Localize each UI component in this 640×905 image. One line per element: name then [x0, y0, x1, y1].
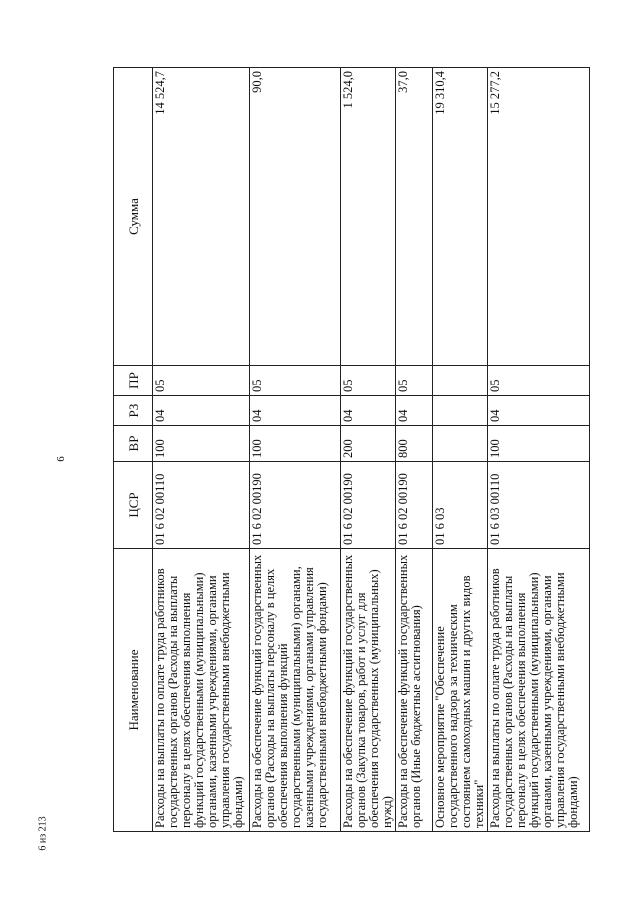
- cell-vr: 100: [488, 426, 590, 462]
- cell-csr: 01 6 02 00190: [250, 462, 341, 549]
- cell-pr: 05: [153, 366, 250, 396]
- table-row: [433, 68, 488, 832]
- cell-pr: [433, 366, 488, 396]
- table-row: [250, 68, 341, 832]
- table-row: [396, 68, 433, 832]
- cell-rz: 04: [153, 396, 250, 426]
- page-footer: 6 из 213: [37, 816, 49, 851]
- header-pr: ПР: [114, 366, 153, 396]
- rotated-page: [113, 68, 580, 832]
- cell-vr: 100: [250, 426, 341, 462]
- cell-name: Расходы на обеспечение функций государственных органов (Иные бюджетные ассигнования): [396, 549, 433, 832]
- cell-sum: 1 524,0: [341, 68, 396, 366]
- cell-csr: 01 6 02 00190: [396, 462, 433, 549]
- cell-vr: [433, 426, 488, 462]
- cell-pr: 05: [341, 366, 396, 396]
- header-name: Наименование: [114, 549, 153, 832]
- cell-vr: 100: [153, 426, 250, 462]
- cell-name: Расходы на обеспечение функций государственных органов (Расходы на выплаты персоналу в целях обеспечения выполнения функций государственными (муниципальными) органами, казенными учреждениями, органами управления государственными внебюджетными фондами): [250, 549, 341, 832]
- cell-rz: 04: [488, 396, 590, 426]
- header-sum: Сумма: [114, 68, 153, 366]
- cell-name: Расходы на выплаты по оплате труда работников государственных органов (Расходы на выплаты персоналу в целях обеспечения выполнения функций государственными (муниципальными) органами, казенными учреждениями, органами управления государственными внебюджетными фондами): [153, 549, 250, 832]
- cell-csr: 01 6 03: [433, 462, 488, 549]
- cell-rz: 04: [250, 396, 341, 426]
- cell-sum: 37,0: [396, 68, 433, 366]
- cell-sum: 19 310,4: [433, 68, 488, 366]
- budget-table: [113, 67, 590, 832]
- cell-rz: [433, 396, 488, 426]
- cell-rz: 04: [396, 396, 433, 426]
- cell-sum: 14 524,7: [153, 68, 250, 366]
- cell-name: Расходы на обеспечение функций государственных органов (Закупка товаров, работ и услуг для обеспечения государственных (муниципальных) нужд): [341, 549, 396, 832]
- cell-csr: 01 6 02 00110: [153, 462, 250, 549]
- cell-csr: 01 6 02 00190: [341, 462, 396, 549]
- cell-csr: 01 6 03 00110: [488, 462, 590, 549]
- cell-rz: 04: [341, 396, 396, 426]
- cell-vr: 200: [341, 426, 396, 462]
- page-number: 6: [55, 456, 67, 462]
- table-row: [488, 68, 590, 832]
- table-row: [153, 68, 250, 832]
- header-csr: ЦСР: [114, 462, 153, 549]
- cell-pr: 05: [250, 366, 341, 396]
- cell-pr: 05: [488, 366, 590, 396]
- cell-sum: 15 277,2: [488, 68, 590, 366]
- cell-sum: 90,0: [250, 68, 341, 366]
- table-row: [341, 68, 396, 832]
- cell-vr: 800: [396, 426, 433, 462]
- header-vr: ВР: [114, 426, 153, 462]
- header-rz: РЗ: [114, 396, 153, 426]
- table-header-row: [114, 68, 153, 832]
- cell-pr: 05: [396, 366, 433, 396]
- cell-name: Расходы на выплаты по оплате труда работников государственных органов (Расходы на выплаты персоналу в целях обеспечения выполнения функций государственными (муниципальными) органами, казенными учреждениями, органами управления государственными внебюджетными фондами): [488, 549, 590, 832]
- cell-name: Основное мероприятие "Обеспечение государственного надзора за техническим состоянием самоходных машин и других видов техники": [433, 549, 488, 832]
